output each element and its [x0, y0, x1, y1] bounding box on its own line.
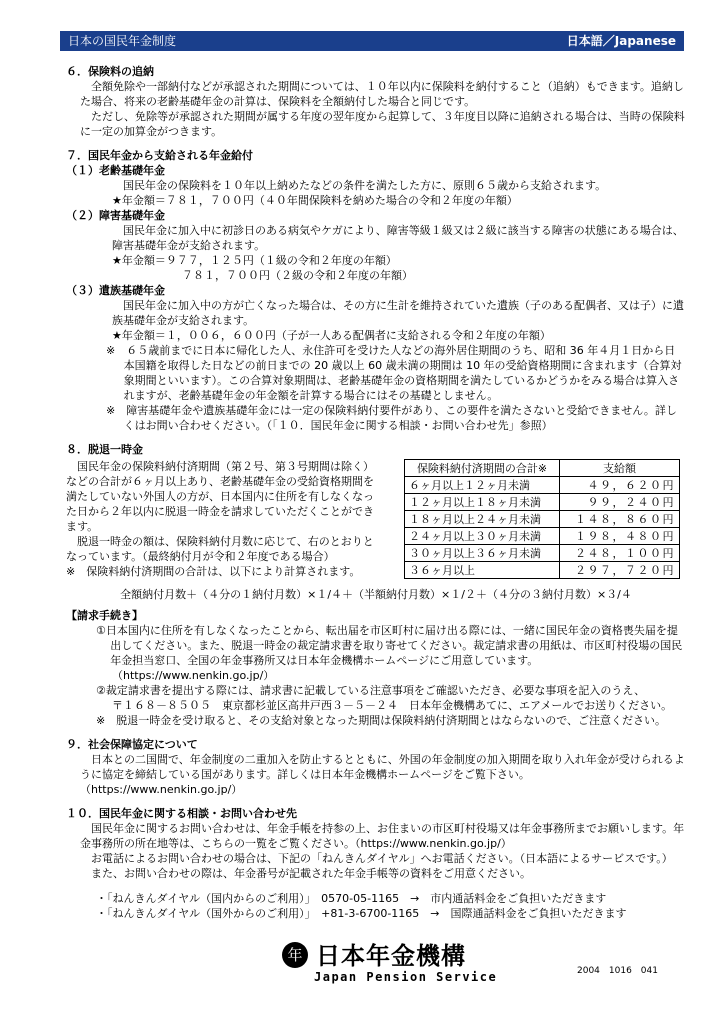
section-7-title: ７．国民年金から支給される年金給付 — [66, 149, 253, 162]
table-row — [405, 545, 680, 562]
header-title: 日本の国民年金制度 — [68, 33, 177, 48]
row-amount: ２９７，７２０円 — [560, 562, 680, 579]
disability-pension-title: （２）障害基礎年金 — [66, 209, 165, 222]
section-7-note-2: ※ 障害基礎年金や遺族基礎年金には一定の保険料納付要件があり、この要件を満たさないと受給できません。詳しくはお問い合わせください。（「１０．国民年金に関する相談・お問い合わせ先」参照） — [106, 404, 677, 432]
page-header — [60, 31, 684, 51]
section-8-title: ８．脱退一時金 — [66, 443, 143, 456]
table-header-period: 保険料納付済期間の合計※ — [405, 460, 560, 477]
row-period: ２４ヶ月以上３０ヶ月未満 — [405, 528, 560, 545]
section-10-title: １０．国民年金に関する相談・お問い合わせ先 — [66, 807, 297, 820]
nenkin-dial-domestic: ・「ねんきんダイヤル（国内からのご利用）」 0570-05-1165 → 市内通話料金をご負担いただきます — [96, 892, 607, 905]
table-row — [405, 511, 680, 528]
row-amount: ９９，２４０円 — [560, 494, 680, 511]
old-age-pension-body: 国民年金の保険料を１０年以上納めたなどの条件を満たした方に、原則６５歳から支給されます。 — [123, 179, 607, 192]
claim-procedure-note: ※ 脱退一時金を受け取ると、その支給対象となった期間は保険料納付済期間とはならないので、ご注意ください。 — [96, 714, 666, 727]
jps-logo-icon: 年 — [282, 942, 308, 968]
table-row — [405, 562, 680, 579]
section-10-paragraph-3: また、お問い合わせの際は、年金番号が記載された年金手帳等の資料をご用意ください。 — [91, 867, 531, 880]
row-amount: １９８，４８０円 — [560, 528, 680, 545]
section-6-paragraph-1: 全額免除や一部納付などが承認された期間については、１０年以内に保険料を納付すること（追納）もできます。追納した場合、将来の老齢基礎年金の計算は、保険料を全額納付した場合と同じです。 — [80, 80, 684, 108]
lump-sum-text — [66, 459, 378, 579]
table-header-row — [405, 460, 680, 477]
lump-sum-paragraph-1: 国民年金の保険料納付済期間（第２号、第３号期間は除く）などの合計が６ヶ月以上あり、老齢基礎年金の受給資格期間を満たしていない外国人の方が、日本国内に住所を有しなくなった日から２年以内に脱退一時金を請求していただくことができます。 — [66, 460, 374, 533]
logo-english: Japan Pension Service — [314, 970, 498, 984]
row-period: １８ヶ月以上２４ヶ月未満 — [405, 511, 560, 528]
nenkin-dial-overseas: ・「ねんきんダイヤル（国外からのご利用）」 +81-3-6700-1165 → 国際通話料金をご負担いただきます — [96, 907, 627, 920]
claim-procedure-step-1: ①日本国内に住所を有しなくなったことから、転出届を市区町村に届け出る際には、一緒に国民年金の資格喪失届を提出してください。また、脱退一時金の裁定請求書を取り寄せてください。裁定請求書の用紙は、市区町村役場の国民年金担当窓口、全国の年金事務所又は日本年金機構ホームページにご用意しています。 — [96, 624, 683, 667]
header-language: 日本語／Japanese — [566, 33, 676, 48]
table-header-amount: 支給額 — [560, 460, 680, 477]
table-row — [405, 477, 680, 494]
disability-pension-amount-1: ★年金額＝９７７，１２５円（１級の令和２年度の年額） — [112, 254, 397, 267]
section-9-title: ９．社会保障協定について — [66, 738, 198, 751]
section-9-paragraph: 日本との二国間で、年金制度の二重加入を防止するとともに、外国の年金制度の加入期間を取り入れ年金が受けられるように協定を締結している国があります。詳しくは日本年金機構ホームページをご覧下さい。 — [80, 753, 685, 781]
survivors-pension-title: （３）遺族基礎年金 — [66, 284, 165, 297]
disability-pension-amount-2: ７８１，７００円（２級の令和２年度の年額） — [182, 269, 413, 282]
row-period: ６ヶ月以上１２ヶ月未満 — [405, 477, 560, 494]
claim-procedure-step-2: ②裁定請求書を提出する際には、請求書に記載している注意事項をご確認いただき、必要な事項を記入のうえ、 — [96, 684, 646, 697]
logo-japanese: 日本年金機構 — [316, 942, 466, 970]
old-age-pension-amount: ★年金額＝７８１，７００円（４０年間保険料を納めた場合の令和２年度の年額） — [112, 194, 518, 207]
section-7-note-1: ※ ６５歳前までに日本に帰化した人、永住許可を受けた人などの海外居住期間のうち、昭和 36 年４月１日から日本国籍を取得した日などの前日までの 20 歳以上 60 歳未満の期間は 10 年の受給資格期間に含まれます（合算対象期間といいます）。この合算対象期間は、老齢基礎年金の資格期間を満たしているかどうかをみる場合は算入されますが、老齢基礎年金の年金額を計算する場合にはその基礎としません。 — [106, 344, 682, 402]
disability-pension-body: 国民年金に加入中に初診日のある病気やケガにより、障害等級１級又は２級に該当する障害の状態にある場合は、障害基礎年金が支給されます。 — [112, 224, 684, 252]
survivors-pension-amount: ★年金額＝１，００６，６００円（子が一人ある配偶者に支給される令和２年度の年額） — [112, 329, 551, 342]
lump-sum-note: ※ 保険料納付済期間の合計は、以下により計算されます。 — [66, 565, 361, 578]
row-period: ３６ヶ月以上 — [405, 562, 560, 579]
row-amount: １４８，８６０円 — [560, 511, 680, 528]
section-10-paragraph-1: 国民年金に関するお問い合わせは、年金手帳を持参の上、お住まいの市区町村役場又は年金事務所までお願いします。年金事務所の所在地等は、こちらの一覧をご覧ください。（https://www.nenkin.go.jp/） — [80, 822, 685, 850]
section-6-paragraph-2: ただし、免除等が承認された期間が属する年度の翌年度から起算して、３年度目以降に追納される場合は、当時の保険料に一定の加算金がつきます。 — [80, 110, 685, 138]
survivors-pension-body: 国民年金に加入中の方が亡くなった場合は、その方に生計を維持されていた遺族（子のある配偶者、又は子）に遺族基礎年金が支給されます。 — [112, 299, 684, 327]
row-amount: ２４８，１００円 — [560, 545, 680, 562]
document-body — [66, 64, 686, 921]
table-row — [405, 528, 680, 545]
table-row — [405, 494, 680, 511]
lump-sum-paragraph-2: 脱退一時金の額は、保険料納付月数に応じて、右のとおりとなっています。（最終納付月が令和２年度である場合） — [66, 535, 374, 563]
claim-procedure-address: 〒１６８－８５０５ 東京都杉並区高井戸西３－５－２４ 日本年金機構あてに、エアメールでお送りください。 — [112, 699, 673, 712]
section-10-paragraph-2: お電話によるお問い合わせの場合は、下記の「ねんきんダイヤル」へお電話ください。（日本語によるサービスです。） — [91, 852, 673, 865]
section-6-title: ６．保険料の追納 — [66, 65, 154, 78]
old-age-pension-title: （１）老齢基礎年金 — [66, 164, 165, 177]
lump-sum-formula: 全額納付月数＋（４分の１納付月数）×１/４＋（半額納付月数）×１/２＋（４分の３納付月数）×３/４ — [120, 588, 632, 601]
row-amount: ４９，６２０円 — [560, 477, 680, 494]
claim-procedure-url[interactable]: （https://www.nenkin.go.jp/） — [112, 669, 275, 682]
document-code: 2004 1016 041 — [577, 966, 658, 976]
claim-procedure-title: 【請求手続き】 — [66, 609, 143, 622]
section-9-url[interactable]: （https://www.nenkin.go.jp/） — [80, 783, 243, 796]
page-footer — [60, 940, 684, 990]
lump-sum-block — [66, 459, 686, 579]
row-period: ３０ヶ月以上３６ヶ月未満 — [405, 545, 560, 562]
lump-sum-table — [404, 459, 680, 579]
row-period: １２ヶ月以上１８ヶ月未満 — [405, 494, 560, 511]
